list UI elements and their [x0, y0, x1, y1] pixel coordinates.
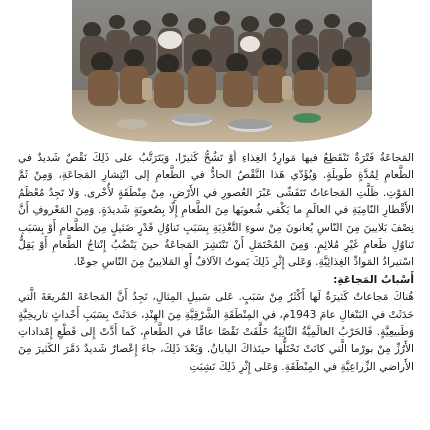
section-heading-causes: أَسْبابُ المَجاعَةِ:: [333, 273, 414, 286]
intro-paragraph: المَجاعَةُ فَتْرَةٌ تَنْقَطِعُ فيها مَوارِدُ الغِذاءِ أَوْ تَشُحُّ كَثيرًا، وَيَتَرَتَّبُ على ذَلِكَ نَقْصٌ شَديدٌ في الطَّعامِ لِمُدَّةٍ طَويلَةٍ. وَيُؤَدّي هَذا النَّقْصُ الحادُّ في الطَّعامِ إلى انْتِشارِ المَجاعَةِ، وَمِنْ ثَمَّ المَوْتِ. ظَلَّتِ المَجاعاتُ تَتَفَشّى عَبْرَ العُصورِ في الأَرْضِ، مِنْ مِنْطَقَةٍ لأُخْرى. وَلا تَجِدُ مُعْظَمُ الأَقْطارِ النّامِيَةِ في العالَمِ ما يَكْفي شُعوبَها مِنَ الطَّعامِ إِلّا بِصُعوبَةٍ شَديدَةٍ. وَمِنَ المَعْروفِ أَنَّ نِصْفَ بَلايينَ مِنَ النّاسِ يُعانونَ مِنْ سوءِ التَّغْذِيَةِ بِسَبَبِ تَناوُلِ قَدْرٍ ضَئيلٍ مِنَ الطَّعامِ أَوْ بِسَبَبِ تَناوُلِ طَعامٍ غَيْرِ مُلائِمٍ. وَمِنَ المُحْتَمَلِ أَنْ تَنْتَشِرَ المَجاعَةُ حينَ يَنْضُبُ إِنْتاجُ الطَّعامِ أَوْ يَقِلُّ اسْتيرادُ المَوادِّ الغِذائِيَّةِ. وَعَلى إِثْرِ ذَلِكَ يَموتُ الآلافُ أَوِ المَلايينُ مِنَ النّاسِ جوعًا.: [18, 152, 414, 269]
crowd-photo-illustration: [72, 0, 372, 142]
article-text: [18, 150, 414, 430]
causes-paragraph: هُناكَ مَجاعاتٌ كَثيرَةٌ لَها أَكْثَرُ مِنْ سَبَبٍ. عَلى سَبيلِ المِثالِ، نَجِدُ أَنَّ المَجاعَةَ المُريعَةَ الَّتي حَدَثَتْ في البَنْغالِ عامَ 1943م، في المِنْطَقَةِ الشَّرْقِيَّةِ مِنَ الهِنْدِ، حَدَثَتْ بِسَبَبِ أَحْداثٍ تاريخِيَّةٍ وَطَبيعِيَّةٍ. فَالحَرْبُ العالَمِيَّةُ الثّانِيَةُ خَلَّفَتْ نَقْصًا عامًّا في الطَّعامِ، كَما أَدَّتْ إِلى قَطْعِ إِمْداداتِ الأَرُزِّ مِنْ بورْما الَّتي كانَتْ تَحْتَلُّها حينَذاكَ اليابانُ. وَبَعْدَ ذَلِكَ، جاءَ إِعْصارٌ شَديدٌ دَمَّرَ الكَثيرَ مِنَ الأَراضي الزِّراعِيَّةِ في المِنْطَقَةِ. وَعَلى إِثْرِ ذَلِكَ نَشِبَتِ: [18, 291, 414, 373]
famine-photo: [72, 0, 372, 142]
